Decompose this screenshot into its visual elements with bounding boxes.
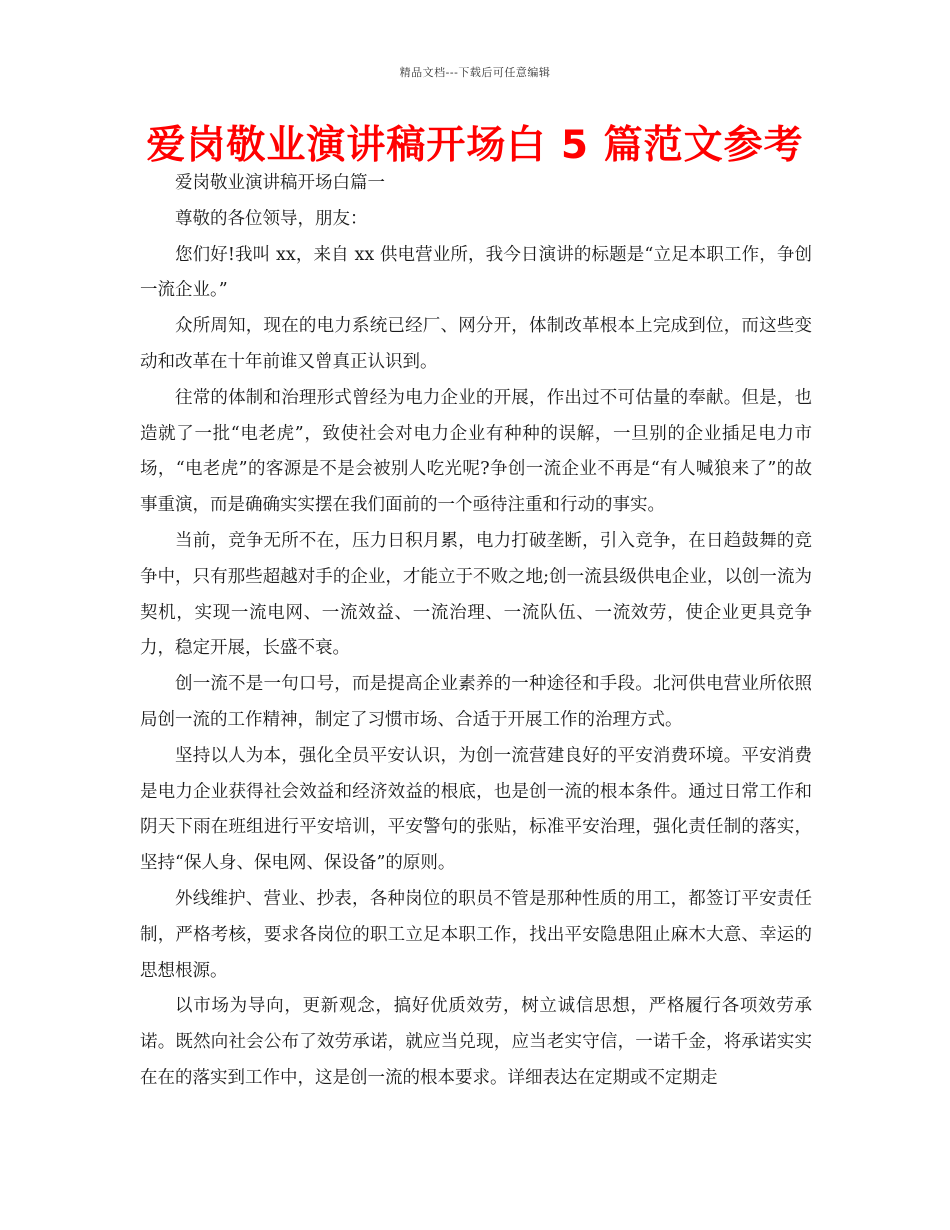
section-heading: 爱岗敬业演讲稿开场白篇一 xyxy=(175,173,385,193)
paragraph: 当前，竞争无所不在，压力日积月累，电力打破垄断，引入竞争，在日趋鼓舞的竞争中，只有那些超越对手的企业，才能立于不败之地;创一流县级供电企业，以创一流为契机，实现一流电网、一流效益、一流治理、一流队伍、一流效劳，使企业更具竞争力，稳定开展，长盛不衰。 xyxy=(140,530,812,659)
paragraph: 往常的体制和治理形式曾经为电力企业的开展，作出过不可估量的奉献。但是，也造就了一批“电老虎”，致使社会对电力企业有种种的误解，一旦别的企业插足电力市场，“电老虎”的客源是不是会被别人吃光呢?争创一流企业不再是“有人喊狼来了”的故事重演，而是确确实实摆在我们面前的一个亟待注重和行动的事实。 xyxy=(140,387,812,516)
paragraph: 您们好!我叫 xx，来自 xx 供电营业所，我今日演讲的标题是“立足本职工作，争创一流企业。” xyxy=(140,244,812,301)
salutation: 尊敬的各位领导，朋友： xyxy=(175,208,368,229)
document-title: 爱岗敬业演讲稿开场白 5 篇范文参考 xyxy=(146,123,804,168)
paragraph: 以市场为导向，更新观念，搞好优质效劳，树立诚信思想，严格履行各项效劳承诺。既然向社会公布了效劳承诺，就应当兑现，应当老实守信，一诺千金，将承诺实实在在的落实到工作中，这是创一流的根本要求。详细表达在定期或不定期走 xyxy=(140,996,812,1088)
paragraph: 众所周知，现在的电力系统已经厂、网分开，体制改革根本上完成到位，而这些变动和改革在十年前谁又曾真正认识到。 xyxy=(140,316,812,372)
header-note: 精品文档---下载后可任意编辑 xyxy=(399,66,551,79)
paragraph: 坚持以人为本，强化全员平安认识，为创一流营建良好的平安消费环境。平安消费是电力企业获得社会效益和经济效益的根底，也是创一流的根本条件。通过日常工作和阴天下雨在班组进行平安培训，平安警句的张贴，标准平安治理，强化责任制的落实，坚持“保人身、保电网、保设备”的原则。 xyxy=(140,745,812,874)
document-body xyxy=(140,166,812,1097)
paragraph: 外线维护、营业、抄表，各种岗位的职员不管是那种性质的用工，都签订平安责任制，严格考核，要求各岗位的职工立足本职工作，找出平安隐患阻止麻木大意、幸运的思想根源。 xyxy=(140,888,812,981)
paragraph: 创一流不是一句口号，而是提高企业素养的一种途径和手段。北河供电营业所依照局创一流的工作精神，制定了习惯市场、合适于开展工作的治理方式。 xyxy=(140,674,812,730)
